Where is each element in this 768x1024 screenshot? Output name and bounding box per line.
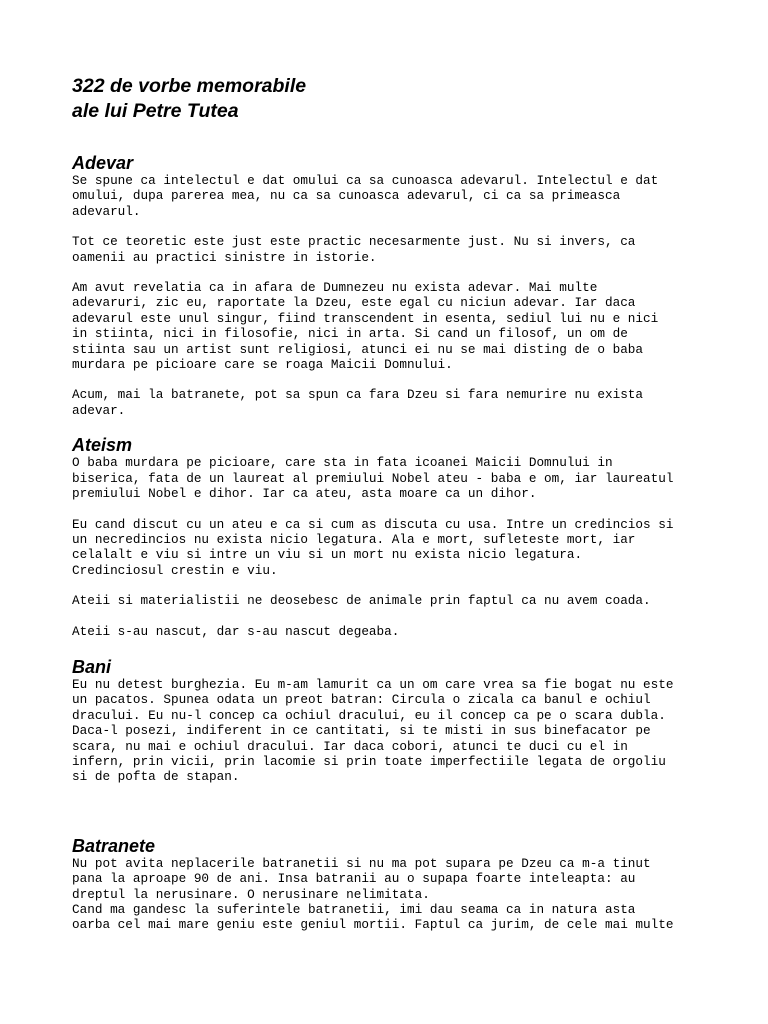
heading-rest: devar [85,153,134,173]
text-line: biserica, fata de un laureat al premiului Nobel ateu - baba e om, iar laureatul [72,470,674,486]
section-heading [72,153,712,173]
section-heading [72,657,712,677]
text-line: un necredincios nu exista nicio legatura. Ala e mort, sufleteste mort, iar [72,531,636,547]
paragraph [72,455,712,501]
paragraph [72,517,712,579]
text-line: Eu cand discut cu un ateu e ca si cum as discuta cu usa. Intre un credincios si [72,516,674,532]
text-line: dracului. Eu nu-l concep ca ochiul dracului, eu il concep ca pe o scara dubla. [72,707,666,723]
text-line: O baba murdara pe picioare, care sta in fata icoanei Maicii Domnului in [72,455,613,471]
paragraph [72,173,712,219]
text-line: in stiinta, nici in filosofie, nici in arta. Si cand un filosof, un om de [72,326,628,342]
text-line: premiului Nobel e dihor. Iar ca ateu, asta moare ca un dihor. [72,486,537,502]
section-adevar [72,153,712,418]
text-line: adevarul este unul singur, fiind transcendent in esenta, sediul lui nu e nici [72,310,659,326]
text-line: Nu pot avita neplacerile batranetii si nu ma pot supara pe Dzeu ca m-a tinut [72,855,651,871]
heading-rest: ani [85,656,112,677]
section-heading [72,435,712,455]
text-line: scara, nu mai e ochiul dracului. Iar daca cobori, atunci te duci cu el in [72,738,628,754]
heading-initial: A [72,153,85,173]
document-title [72,74,712,124]
text-line: un pacatos. Spunea odata un preot batran: Circula o zicala ca banul e ochiul [72,692,651,708]
text-line: adevaruri, zic eu, raportate la Dzeu, este egal cu niciun adevar. Iar daca [72,295,636,311]
section-batranete [72,836,712,933]
heading-rest: teism [85,435,133,456]
text-line: stiinta sau un artist sunt religiosi, atunci ei nu se mai disting de o baba [72,341,644,357]
title-line2: ale lui Petre Tutea [72,100,239,122]
title-number: 322 [72,75,105,97]
text-line: Eu nu detest burghezia. Eu m-am lamurit ca un om care vrea sa fie bogat nu este [72,676,674,692]
paragraph [72,856,712,933]
text-line: si de pofta de stapan. [72,769,240,785]
text-line: Daca-l posezi, indiferent in ce cantitati, si te misti in sus binefacator pe [72,723,651,739]
paragraph [72,234,712,265]
text-line: adevar. [72,402,126,418]
text-line: Am avut revelatia ca in afara de Dumnezeu nu exista adevar. Mai multe [72,280,598,296]
text-line: Ateii s-au nascut, dar s-au nascut degeaba. [72,623,400,639]
paragraph [72,677,712,785]
text-line: omului, dupa parerea mea, nu ca sa cunoasca adevarul, ci ca sa primeasca [72,188,621,204]
section-bani [72,657,712,785]
text-line: Se spune ca intelectul e dat omului ca sa cunoasca adevarul. Intelectul e dat [72,173,659,188]
text-line: infern, prin vicii, prin lacomie si prin toate imperfectiile legata de orgoliu [72,753,666,769]
text-line: dreptul la nerusinare. O nerusinare nelimitata. [72,886,430,902]
paragraph [72,593,712,608]
title-line1-rest: de vorbe memorabile [104,75,307,97]
paragraph [72,387,712,418]
heading-initial: B [72,835,85,856]
document-page [72,74,712,933]
heading-initial: A [72,435,85,456]
section-ateism [72,435,712,639]
text-line: Ateii si materialistii ne deosebesc de animale prin faptul ca nu avem coada. [72,593,651,609]
text-line: Cand ma gandesc la suferintele batranetii, imi dau seama ca in natura asta [72,902,636,917]
heading-initial: B [72,656,85,677]
text-line: Tot ce teoretic este just este practic necesarmente just. Nu si invers, ca [72,234,636,250]
text-line: murdara pe picioare care se roaga Maicii Domnului. [72,357,453,373]
section-heading [72,836,712,856]
text-line: celalalt e viu si intre un viu si un mort nu exista nicio legatura. [72,547,583,563]
text-line: adevarul. [72,203,141,219]
text-line: Acum, mai la batranete, pot sa spun ca fara Dzeu si fara nemurire nu exista [72,387,644,403]
heading-rest: atranete [85,835,156,856]
text-line: Credinciosul crestin e viu. [72,562,278,578]
text-line: oamenii au practici sinistre in istorie. [72,249,377,265]
text-line: pana la aproape 90 de ani. Insa batranii au o supapa foarte inteleapta: au [72,871,636,887]
text-line: oarba cel mai mare geniu este geniul mortii. Faptul ca jurim, de cele mai multe [72,917,674,933]
paragraph [72,280,712,372]
paragraph [72,624,712,639]
